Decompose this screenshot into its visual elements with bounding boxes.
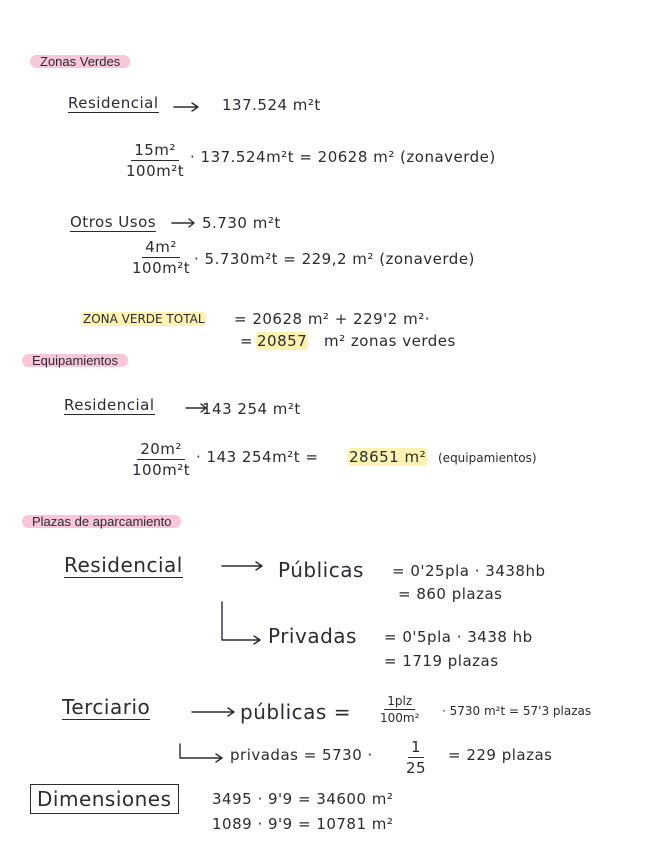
fraction-numerator: 4m² bbox=[142, 238, 180, 258]
zv-residencial-label: Residencial bbox=[68, 94, 159, 112]
dimensiones-line2: 1089 · 9'9 = 10781 m² bbox=[212, 815, 394, 833]
zv-total-label: ZONA VERDE TOTAL bbox=[83, 312, 205, 326]
pl-residencial-privadas-label: Privadas bbox=[268, 624, 357, 648]
pl-terciario-privadas-text: privadas = 5730 · bbox=[230, 746, 373, 764]
arrow-icon bbox=[192, 708, 234, 716]
section-heading-plazas: Plazas de aparcamiento bbox=[22, 515, 181, 528]
arrow-icon bbox=[222, 602, 260, 644]
zv-otros-calc: · 5.730m²t = 229,2 m² (zonaverde) bbox=[194, 250, 475, 268]
pl-terciario-privadas-fraction bbox=[406, 738, 426, 777]
arrow-icon bbox=[174, 103, 198, 111]
pl-residencial-publicas-result: = 860 plazas bbox=[398, 585, 503, 603]
fraction-numerator: 1 bbox=[408, 738, 424, 758]
fraction-denominator: 100m²t bbox=[126, 162, 185, 180]
eq-residencial-fraction bbox=[132, 440, 190, 479]
pl-terciario-privadas-result: = 229 plazas bbox=[448, 746, 553, 764]
pl-residencial-privadas-result: = 1719 plazas bbox=[384, 652, 499, 670]
zv-total-line2-eq: = bbox=[240, 332, 254, 350]
zv-residencial-fraction bbox=[126, 141, 184, 180]
fraction-numerator: 20m² bbox=[137, 440, 185, 460]
pl-terciario-publicas-calc: · 5730 m²t = 57'3 plazas bbox=[442, 704, 592, 718]
dimensiones-line1: 3495 · 9'9 = 34600 m² bbox=[212, 790, 394, 808]
section-heading-zonas-verdes: Zonas Verdes bbox=[30, 55, 130, 68]
fraction-denominator: 100m² bbox=[380, 711, 420, 725]
pl-terciario-fraction bbox=[380, 694, 419, 725]
fraction-numerator: 15m² bbox=[131, 141, 179, 161]
eq-residencial-label: Residencial bbox=[64, 396, 155, 414]
fraction-denominator: 100m²t bbox=[132, 259, 191, 277]
zv-total-line1: = 20628 m² + 229'2 m²· bbox=[234, 310, 431, 328]
fraction-numerator: 1plz bbox=[384, 694, 415, 710]
section-heading-equipamientos: Equipamientos bbox=[22, 354, 128, 367]
pl-residencial-publicas-label: Públicas bbox=[278, 558, 364, 582]
zv-total-line2-rest: m² zonas verdes bbox=[324, 332, 456, 350]
eq-residencial-result: 28651 m² bbox=[349, 448, 427, 466]
pl-residencial-privadas-calc: = 0'5pla · 3438 hb bbox=[384, 628, 533, 646]
arrow-icon bbox=[222, 562, 262, 570]
zv-otros-fraction bbox=[132, 238, 190, 277]
pl-terciario-publicas-label: públicas = bbox=[240, 700, 351, 724]
arrow-icon bbox=[180, 744, 222, 762]
dimensiones-label: Dimensiones bbox=[30, 784, 179, 814]
zv-residencial-value: 137.524 m²t bbox=[222, 96, 321, 114]
pl-residencial-publicas-calc: = 0'25pla · 3438hb bbox=[392, 562, 546, 580]
pl-terciario-label: Terciario bbox=[62, 695, 151, 719]
zv-total-value: 20857 bbox=[257, 332, 308, 350]
fraction-denominator: 25 bbox=[406, 759, 427, 777]
zv-otros-value: 5.730 m²t bbox=[202, 214, 281, 232]
eq-residencial-note: (equipamientos) bbox=[438, 451, 537, 465]
zv-otros-label: Otros Usos bbox=[70, 213, 157, 231]
zv-residencial-calc: · 137.524m²t = 20628 m² (zonaverde) bbox=[190, 148, 496, 166]
eq-residencial-value: 143 254 m²t bbox=[202, 400, 301, 418]
fraction-denominator: 100m²t bbox=[132, 461, 191, 479]
arrow-icon bbox=[172, 219, 194, 227]
pl-residencial-label: Residencial bbox=[64, 553, 183, 577]
eq-residencial-calc: · 143 254m²t = bbox=[196, 448, 319, 466]
